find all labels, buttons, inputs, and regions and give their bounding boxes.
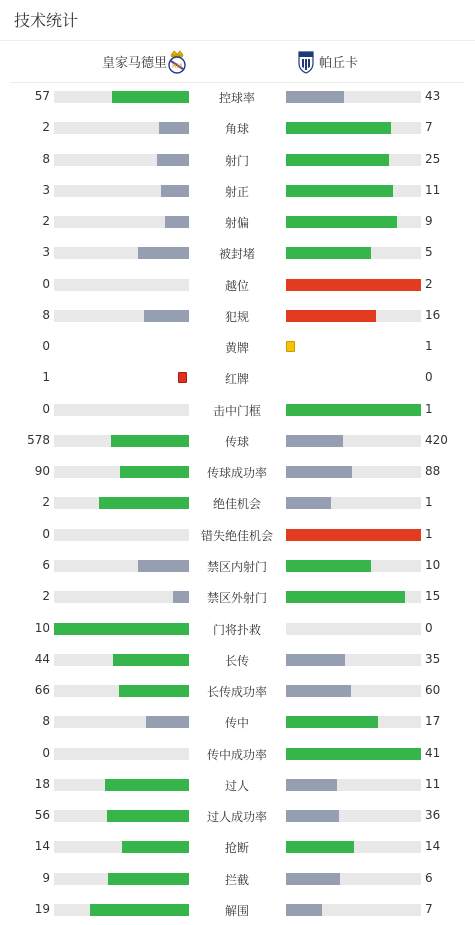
- stat-row: [0, 519, 475, 550]
- away-stat-bar: [286, 779, 421, 791]
- away-stat-bar: [286, 685, 421, 697]
- away-stat-bar-fill: [286, 122, 391, 134]
- stat-label: 射门: [224, 153, 249, 168]
- home-stat-bar: [54, 591, 189, 603]
- stat-row: [0, 144, 475, 175]
- red-card-icon: [178, 372, 187, 383]
- home-stat-value: 14: [34, 839, 50, 854]
- away-stat-value: 10: [425, 557, 441, 572]
- away-stat-bar: [286, 716, 421, 728]
- away-stat-value: 7: [425, 901, 433, 916]
- home-stat-bar: [54, 404, 189, 416]
- away-stat-bar-fill: [286, 904, 322, 916]
- stat-row: [0, 487, 475, 518]
- home-stat-bar: [54, 560, 189, 572]
- home-stat-bar-fill: [119, 685, 189, 697]
- home-stat-bar-fill: [99, 497, 189, 509]
- away-stat-value: 2: [425, 276, 433, 291]
- home-stat-bar: [54, 904, 189, 916]
- away-stat-value: 43: [425, 89, 441, 103]
- stat-row: [0, 706, 475, 737]
- away-stat-value: 25: [425, 151, 441, 166]
- stat-row: [0, 362, 475, 393]
- away-stat-value: 36: [425, 808, 441, 823]
- stat-row: [0, 269, 475, 300]
- stat-label: 拦截: [224, 872, 249, 887]
- away-stat-bar-fill: [286, 497, 331, 509]
- home-stat-bar: [54, 310, 189, 322]
- away-team-name: 帕丘卡: [319, 56, 359, 71]
- stat-row: [0, 800, 475, 831]
- away-stat-bar: [286, 435, 421, 447]
- home-stat-bar-fill: [138, 560, 189, 572]
- home-stat-value: 0: [42, 339, 50, 354]
- home-stat-bar-fill: [159, 122, 189, 134]
- home-stat-bar: [54, 654, 189, 666]
- home-stat-value: 0: [42, 526, 50, 541]
- away-stat-bar-fill: [286, 435, 343, 447]
- home-stat-value: 8: [42, 151, 50, 166]
- away-stat-bar: [286, 591, 421, 603]
- stat-label: 角球: [224, 122, 249, 137]
- home-stat-value: 90: [34, 464, 50, 479]
- stat-label: 错失绝佳机会: [200, 528, 273, 543]
- away-stat-bar: [286, 216, 421, 228]
- home-stat-value: 578: [27, 432, 50, 447]
- away-stat-bar: [286, 841, 421, 853]
- stat-label: 抢断: [224, 841, 249, 856]
- home-stat-bar-fill: [122, 841, 190, 853]
- home-stat-bar: [54, 91, 189, 103]
- home-stat-value: 0: [42, 745, 50, 760]
- home-stat-value: 3: [42, 182, 50, 197]
- stat-label: 长传: [224, 653, 249, 668]
- home-stat-value: 10: [34, 620, 50, 635]
- home-stat-value: 2: [42, 214, 50, 229]
- page-title: 技术统计: [14, 11, 79, 30]
- away-stat-bar: [286, 310, 421, 322]
- stat-row: [0, 769, 475, 800]
- home-stat-bar: [54, 185, 189, 197]
- away-stat-value: 16: [425, 307, 441, 322]
- home-stat-value: 0: [42, 401, 50, 416]
- home-stat-bar: [54, 873, 189, 885]
- home-stat-bar: [54, 810, 189, 822]
- away-stat-bar-fill: [286, 748, 421, 760]
- away-stat-bar: [286, 529, 421, 541]
- away-stat-bar: [286, 810, 421, 822]
- stat-label: 传球: [224, 434, 249, 449]
- away-stat-bar-fill: [286, 279, 421, 291]
- home-stat-value: 2: [42, 120, 50, 135]
- away-stat-bar-fill: [286, 560, 371, 572]
- stat-label: 门将扑救: [212, 622, 261, 637]
- stat-row: [0, 831, 475, 862]
- stat-label: 射偏: [224, 216, 249, 231]
- home-stat-value: 44: [34, 651, 50, 666]
- away-stat-bar: [286, 185, 421, 197]
- stat-row: [0, 581, 475, 612]
- away-stat-value: 41: [425, 745, 441, 760]
- home-stat-value: 18: [34, 776, 50, 791]
- away-stat-bar: [286, 154, 421, 166]
- home-stat-bar: [54, 154, 189, 166]
- home-stat-bar: [54, 623, 189, 635]
- home-stat-value: 6: [42, 557, 50, 572]
- home-stat-bar: [54, 529, 189, 541]
- home-stat-bar-fill: [138, 247, 189, 259]
- away-stat-bar-fill: [286, 841, 354, 853]
- home-stat-value: 2: [42, 589, 50, 604]
- home-stat-bar-fill: [161, 185, 189, 197]
- stat-row: [0, 550, 475, 581]
- away-stat-value: 17: [425, 714, 441, 729]
- away-stat-bar-fill: [286, 873, 340, 885]
- stat-row: [0, 81, 475, 112]
- away-stat-bar: [286, 466, 421, 478]
- away-stat-bar-fill: [286, 310, 376, 322]
- stat-label: 禁区外射门: [206, 591, 267, 606]
- away-stat-value: 0: [425, 620, 433, 635]
- home-stat-value: 57: [34, 89, 50, 103]
- home-stat-bar-fill: [173, 591, 189, 603]
- home-stat-bar-fill: [105, 779, 189, 791]
- home-stat-bar-fill: [146, 716, 189, 728]
- home-team-name: 皇家马德里: [102, 56, 168, 71]
- away-stat-bar-fill: [286, 810, 339, 822]
- stat-label: 解围: [224, 903, 249, 918]
- away-stat-bar-fill: [286, 685, 351, 697]
- away-stat-bar-fill: [286, 247, 371, 259]
- stat-label: 犯规: [224, 309, 249, 324]
- stat-row: [0, 738, 475, 769]
- stat-label: 黄牌: [224, 341, 249, 356]
- home-stat-bar-fill: [111, 435, 189, 447]
- svg-text:RM: RM: [171, 62, 183, 70]
- stat-row: [0, 456, 475, 487]
- away-stat-bar: [286, 247, 421, 259]
- home-stat-value: 66: [34, 683, 50, 698]
- away-stat-value: 60: [425, 683, 441, 698]
- home-stat-bar-fill: [54, 623, 189, 635]
- away-stat-value: 15: [425, 589, 441, 604]
- home-stat-bar-fill: [112, 91, 189, 103]
- home-stat-bar: [54, 466, 189, 478]
- stat-row: [0, 613, 475, 644]
- stat-row: [0, 206, 475, 237]
- stat-label: 绝佳机会: [212, 497, 261, 512]
- away-stat-value: 14: [425, 839, 441, 854]
- stat-label: 传球成功率: [206, 466, 267, 481]
- away-stat-bar: [286, 904, 421, 916]
- away-stat-value: 11: [425, 776, 441, 791]
- home-stat-bar: [54, 685, 189, 697]
- home-stat-bar-fill: [165, 216, 189, 228]
- away-stat-value: 5: [425, 245, 433, 260]
- stat-label: 红牌: [224, 372, 249, 387]
- title-divider: [0, 40, 475, 41]
- real-madrid-crest-icon: [166, 49, 188, 75]
- home-stat-value: 56: [34, 808, 50, 823]
- stat-row: [0, 300, 475, 331]
- stat-row: [0, 675, 475, 706]
- away-stat-bar: [286, 560, 421, 572]
- stat-row: [0, 863, 475, 894]
- stat-row: [0, 331, 475, 362]
- away-stat-bar: [286, 122, 421, 134]
- away-stat-value: 1: [425, 495, 433, 510]
- away-stat-bar: [286, 623, 421, 635]
- stats-list: [0, 81, 475, 925]
- home-stat-bar: [54, 716, 189, 728]
- stat-label: 射正: [224, 184, 249, 199]
- stat-row: [0, 112, 475, 143]
- stat-label: 长传成功率: [206, 685, 267, 700]
- away-stat-bar: [286, 91, 421, 103]
- stat-label: 过人成功率: [206, 810, 267, 825]
- stat-label: 传中: [224, 716, 249, 731]
- away-stat-bar-fill: [286, 591, 405, 603]
- home-stat-value: 8: [42, 714, 50, 729]
- home-stat-bar-fill: [113, 654, 189, 666]
- stat-label: 过人: [224, 778, 249, 793]
- stat-label: 禁区内射门: [206, 559, 267, 574]
- away-stat-bar-fill: [286, 185, 393, 197]
- away-stat-bar-fill: [286, 404, 421, 416]
- stat-row: [0, 394, 475, 425]
- away-stat-bar-fill: [286, 716, 378, 728]
- away-stat-value: 6: [425, 870, 433, 885]
- home-stat-value: 3: [42, 245, 50, 260]
- home-stat-value: 2: [42, 495, 50, 510]
- home-stat-value: 1: [42, 370, 50, 385]
- home-stat-bar: [54, 279, 189, 291]
- away-stat-bar: [286, 279, 421, 291]
- away-stat-value: 1: [425, 339, 433, 354]
- stat-row: [0, 237, 475, 268]
- home-stat-bar-fill: [120, 466, 189, 478]
- home-stat-bar: [54, 779, 189, 791]
- home-stat-value: 0: [42, 276, 50, 291]
- away-stat-value: 7: [425, 120, 433, 135]
- stat-label: 被封堵: [218, 247, 255, 262]
- away-stat-bar: [286, 654, 421, 666]
- stat-row: [0, 425, 475, 456]
- away-stat-value: 1: [425, 526, 433, 541]
- stat-row: [0, 175, 475, 206]
- stat-label: 击中门框: [212, 403, 261, 418]
- away-stat-value: 1: [425, 401, 433, 416]
- away-stat-bar: [286, 404, 421, 416]
- away-stat-bar-fill: [286, 91, 344, 103]
- away-stat-bar-fill: [286, 779, 337, 791]
- away-stat-bar-fill: [286, 466, 352, 478]
- away-stat-bar-fill: [286, 654, 345, 666]
- away-stat-bar: [286, 748, 421, 760]
- stat-row: [0, 894, 475, 925]
- home-stat-bar-fill: [107, 810, 189, 822]
- away-stat-bar-fill: [286, 216, 397, 228]
- home-stat-bar: [54, 435, 189, 447]
- home-stat-bar-fill: [90, 904, 189, 916]
- home-stat-bar: [54, 216, 189, 228]
- home-stat-bar: [54, 497, 189, 509]
- home-stat-value: 8: [42, 307, 50, 322]
- home-stat-bar-fill: [144, 310, 189, 322]
- away-stat-value: 420: [425, 432, 448, 447]
- stat-row: [0, 644, 475, 675]
- away-stat-value: 88: [425, 464, 441, 479]
- home-stat-value: 9: [42, 870, 50, 885]
- home-stat-bar: [54, 748, 189, 760]
- away-stat-value: 9: [425, 214, 433, 229]
- away-stat-value: 0: [425, 370, 433, 385]
- away-stat-bar: [286, 873, 421, 885]
- stat-label: 控球率: [218, 91, 255, 105]
- home-stat-value: 19: [34, 901, 50, 916]
- home-stat-bar-fill: [108, 873, 189, 885]
- away-stat-bar-fill: [286, 154, 389, 166]
- home-stat-bar: [54, 247, 189, 259]
- away-stat-value: 35: [425, 651, 441, 666]
- away-stat-bar: [286, 497, 421, 509]
- away-stat-bar-fill: [286, 529, 421, 541]
- home-stat-bar-fill: [157, 154, 189, 166]
- stat-label: 越位: [224, 278, 249, 293]
- away-stat-value: 11: [425, 182, 441, 197]
- yellow-card-icon: [286, 341, 295, 352]
- pachuca-crest-icon: [296, 49, 316, 75]
- home-stat-bar: [54, 122, 189, 134]
- home-stat-bar: [54, 841, 189, 853]
- stat-label: 传中成功率: [206, 747, 267, 762]
